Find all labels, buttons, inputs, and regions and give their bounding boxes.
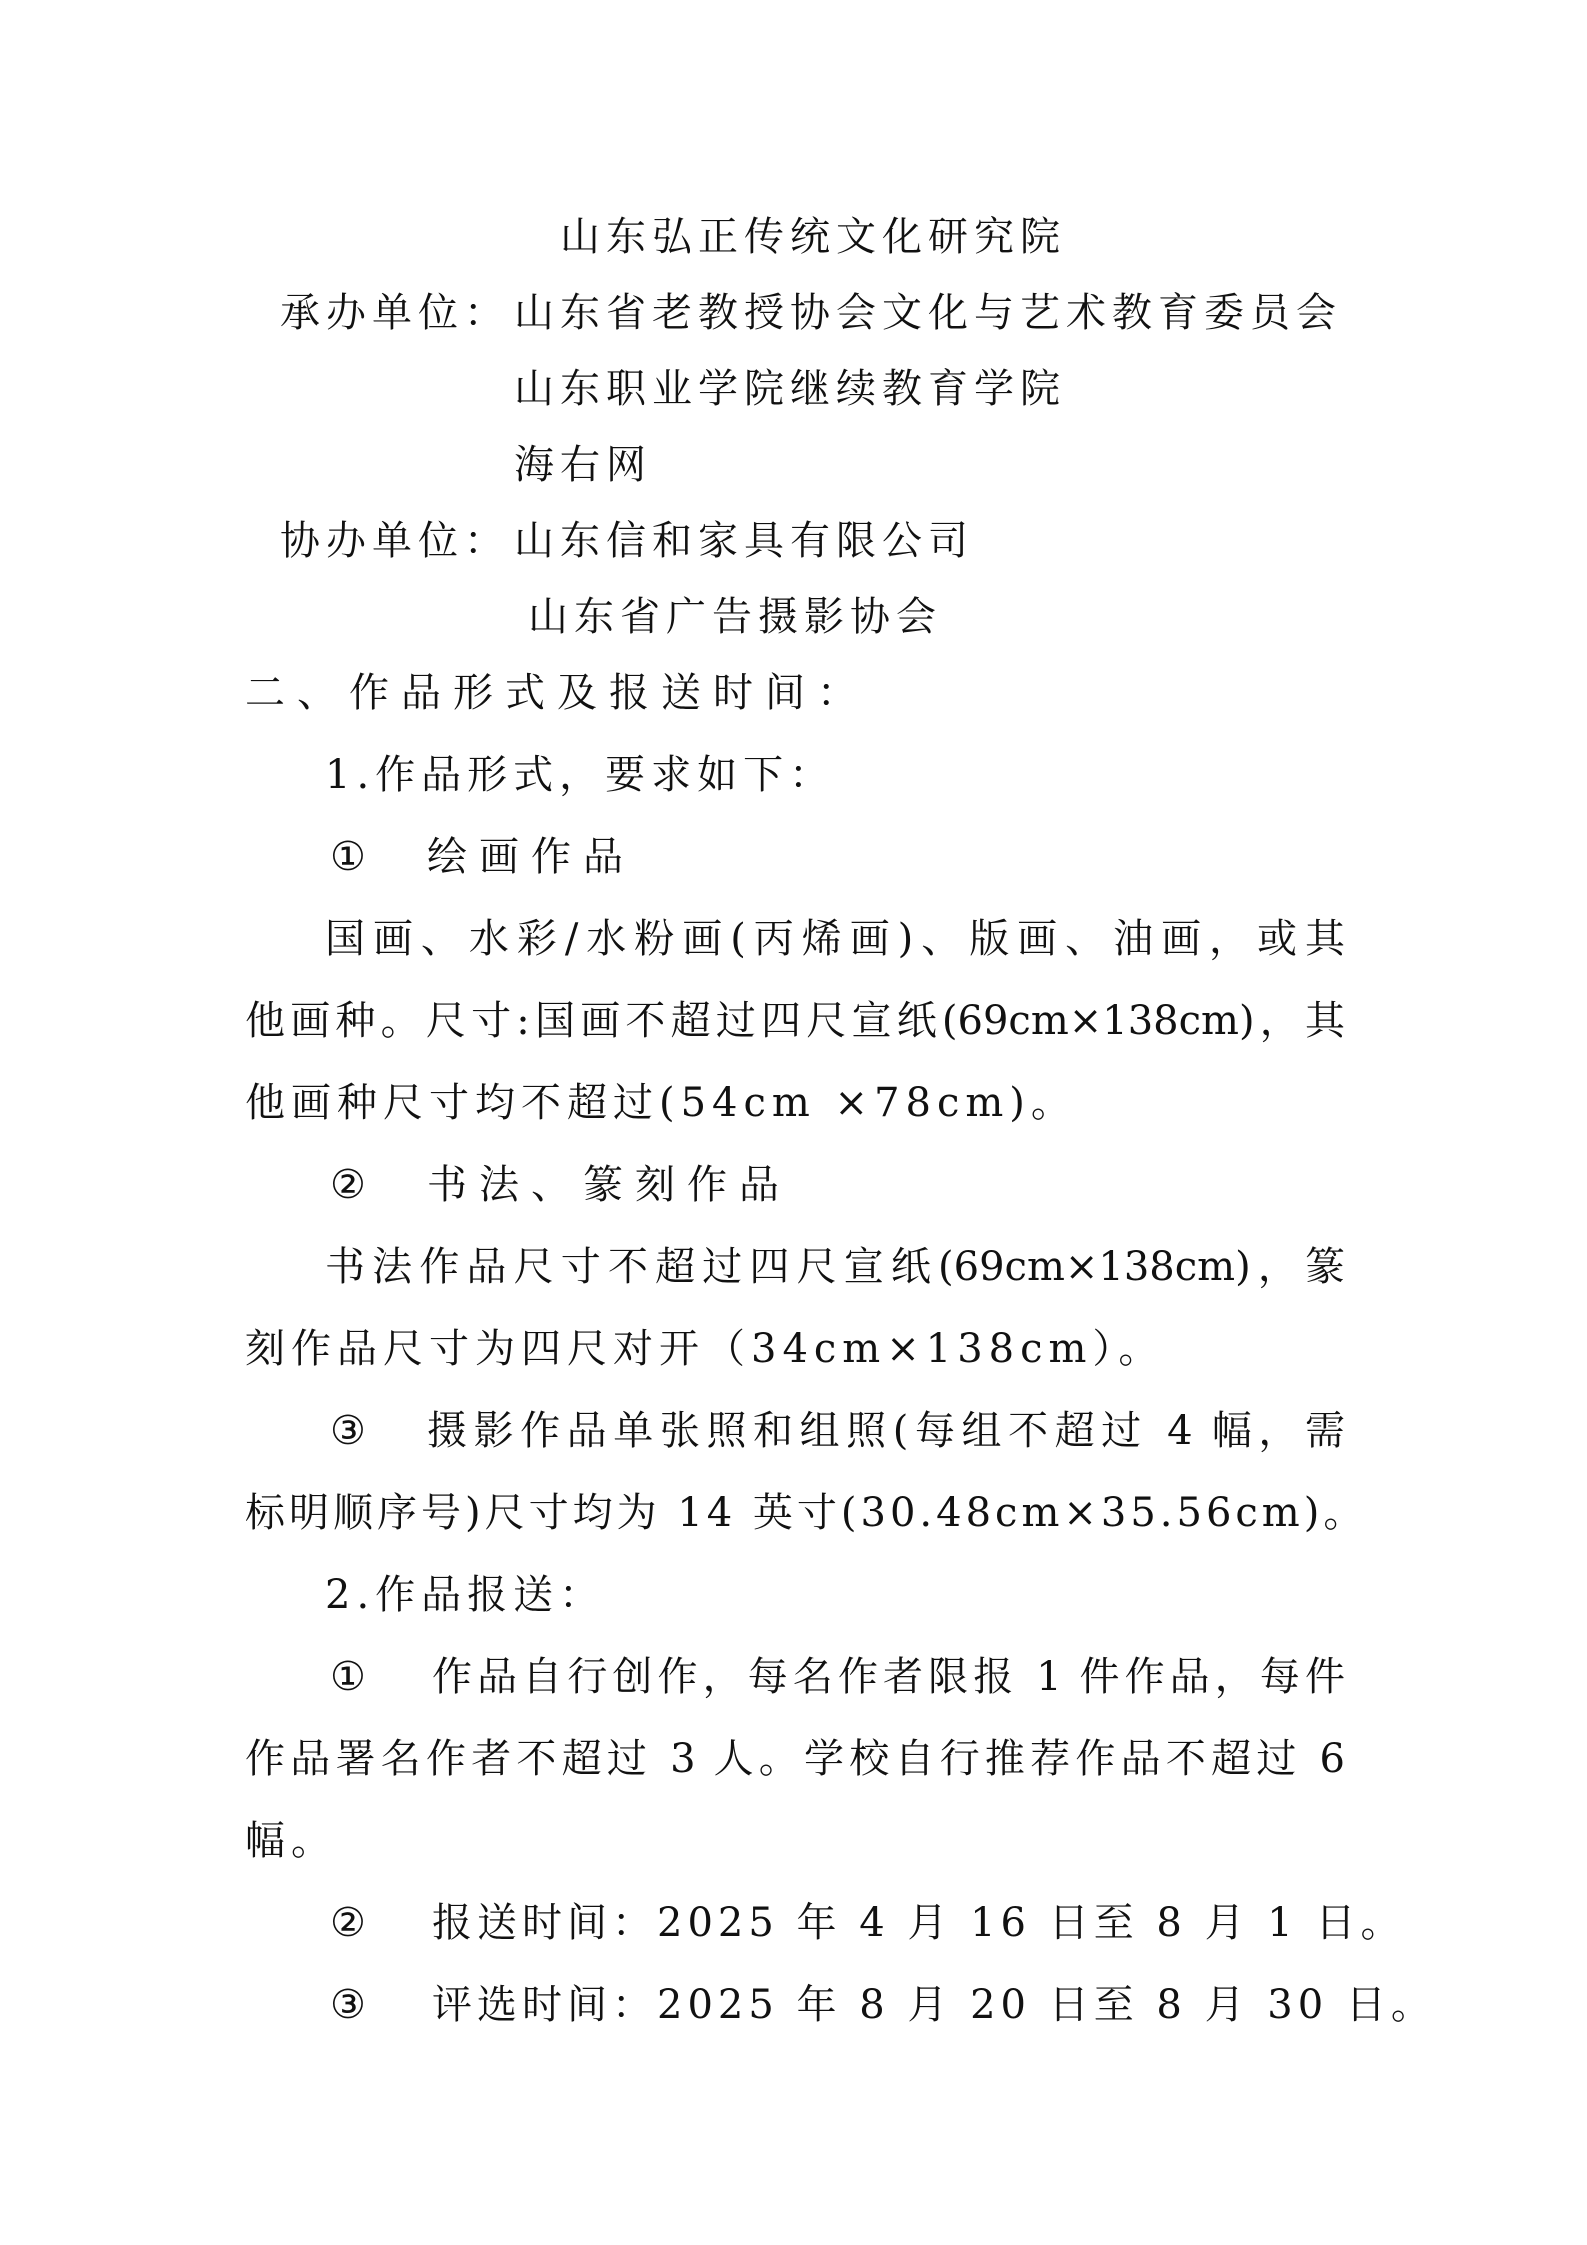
- subsection-title: 2.作品报送：: [325, 1572, 606, 1618]
- list-marker: ①: [330, 1654, 366, 1700]
- paragraph-line: 刻作品尺寸为四尺对开（34cm×138cm）。: [245, 1326, 1165, 1372]
- paragraph-line: 报送时间：2025 年 4 月 16 日至 8 月 1 日。: [432, 1900, 1406, 1946]
- subsection-title: 1.作品形式，要求如下：: [325, 752, 836, 798]
- item-title: 绘画作品: [427, 834, 635, 880]
- paragraph-line: 标明顺序号)尺寸均为 14 英寸(30.48cm×35.56cm)。: [245, 1490, 1368, 1536]
- paragraph-line: 国画、水彩/水粉画(丙烯画)、版画、油画，或其: [325, 916, 1345, 962]
- co-organizer-item: 山东省广告摄影协会: [528, 594, 942, 640]
- host-item: 山东职业学院继续教育学院: [514, 366, 1066, 412]
- list-marker: ③: [330, 1982, 366, 2028]
- paragraph-line: 幅。: [245, 1818, 337, 1864]
- host-item: 海右网: [514, 442, 652, 488]
- list-marker: ②: [330, 1162, 366, 1208]
- paragraph-line: 作品自行创作，每名作者限报 1 件作品，每件: [432, 1654, 1345, 1700]
- list-marker: ②: [330, 1900, 366, 1946]
- list-marker: ①: [330, 834, 366, 880]
- organizer-line: 山东弘正传统文化研究院: [560, 214, 1066, 260]
- paragraph-line: 作品署名作者不超过 3 人。学校自行推荐作品不超过 6: [245, 1736, 1345, 1782]
- host-label: 承办单位：: [280, 290, 510, 336]
- list-marker: ③: [330, 1408, 366, 1454]
- co-organizer-item: 山东信和家具有限公司: [514, 518, 974, 564]
- host-item: 山东省老教授协会文化与艺术教育委员会: [514, 290, 1342, 336]
- paragraph-line: 他画种尺寸均不超过(54cm ×78cm)。: [245, 1080, 1077, 1126]
- paragraph-line: 他画种。尺寸:国画不超过四尺宣纸(69cm×138cm)，其: [245, 998, 1345, 1044]
- paragraph-line: 摄影作品单张照和组照(每组不超过 4 幅，需: [427, 1408, 1345, 1454]
- paragraph-line: 书法作品尺寸不超过四尺宣纸(69cm×138cm)，篆: [325, 1244, 1345, 1290]
- section-heading: 二、作品形式及报送时间：: [245, 670, 869, 716]
- item-title: 书法、篆刻作品: [427, 1162, 791, 1208]
- co-organizer-label: 协办单位：: [280, 518, 510, 564]
- paragraph-line: 评选时间：2025 年 8 月 20 日至 8 月 30 日。: [432, 1982, 1436, 2028]
